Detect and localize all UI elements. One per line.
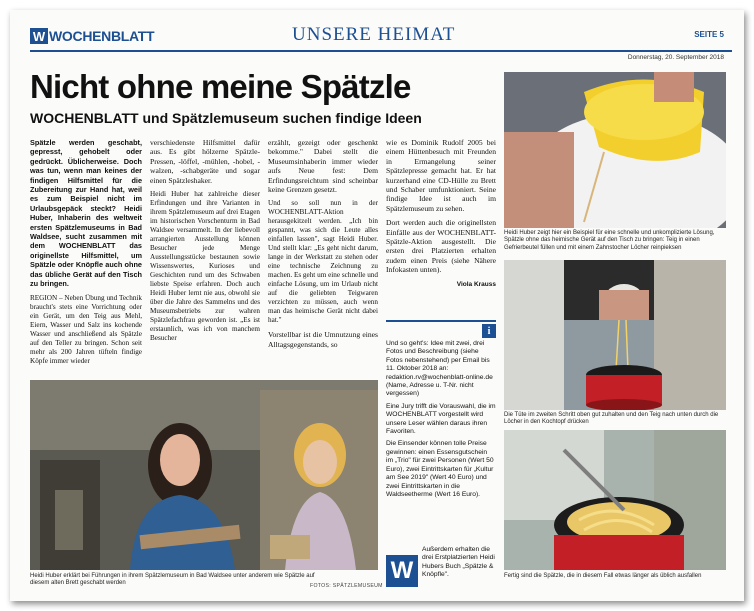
main-photo [30, 380, 378, 570]
photo-spaetzle-pot [504, 430, 726, 570]
info-text-1: Und so geht's: Idee mit zwei, drei Fotos und Beschreibung (siehe Fotos nebenstehend) per Email bis 11. Oktober 2018 an: redaktion.rv@wochenblatt-online.de (Name, Adresse u. T-Nr. nicht vergessen) [386, 340, 493, 398]
photo-caption-3: Fertig sind die Spätzle, die in diesem Fall etwas länger als üblich ausfallen [504, 573, 702, 579]
article-column-4 [386, 138, 496, 294]
info-icon: i [482, 324, 496, 338]
photo-caption-2: Die Tüte im zweiten Schritt oben gut zuhalten und den Teig nach unten durch die Löcher in den Kochtopf drücken [504, 412, 719, 426]
article-column-2 [150, 138, 260, 348]
page-number: SEITE 5 [694, 30, 724, 39]
issue-date: Donnerstag, 20. September 2018 [627, 54, 724, 61]
info-text-3: Die Einsender können tolle Preise gewinnen: einen Essensgutschein im „Trio" für zwei Personen (Wert 50 Euro), zwei Eintrittskarten für „Kultur am See 2019" (Wert 40 Euro) und zwei Eintrittskarten in die Waldseetherme (Wert 16 Euro). [386, 440, 494, 498]
author-signature: Viola Krauss [456, 280, 496, 288]
info-text-2: Eine Jury trifft die Vorauswahl, die im WOCHENBLATT vorgestellt wird unsere Leser wählen daraus ihren Favoriten. [386, 402, 496, 436]
photo-caption-1: Heidi Huber zeigt hier ein Beispiel für eine schnelle und unkomplizierte Lösung, Spätzle ohne das heimische Gerät auf den Tisch zu bringen: Teig in einen Gefrierbeutel füllen und mit einem Zahnstocher Löcher reinpieksen [504, 230, 715, 251]
info-box-header [386, 320, 496, 336]
w-logo-large-icon: W [386, 555, 418, 587]
article-body-3b: Und so soll nun in der WOCHENBLATT-Aktion herausgekitzelt werden. „Ich bin gespannt, was sich die Leute alles einfallen lassen", sagt Heidi Huber. Und stellt klar: „Es geht nicht darum, lange in der Werkstatt zu stehen oder eine technische Zeichnung zu machen. Es geht um eine schnelle und einfache Lösung, um im Urlaub nicht auf die geliebten Teigwaren verzichten zu müssen, auch wenn man das heimische Gerät nicht dabei hat." [268, 199, 378, 325]
main-photo-caption: Heidi Huber erklärt bei Führungen in ihrem Spätzlemuseum in Bad Waldsee unter anderem wie Spätzle auf diesem alten Brett geschabt werden [30, 573, 315, 587]
masthead-rule [30, 50, 732, 52]
wochenblatt-logo [30, 26, 154, 46]
masthead [10, 10, 744, 61]
article-body-1: REGION – Neben Übung und Technik braucht's stets eine Vorrichtung oder ein Gerät, um den Teig aus Mehl, Eiern, Wasser und Salz ins kochende Wasser und anschließend als Spätzle auf den Teller zu bringen. Schon seit mehr als 200 Jahren tüfteln findige Köpfe immer wieder [30, 293, 142, 365]
photo-bag-toothpick [504, 72, 726, 228]
newspaper-page [10, 10, 744, 601]
article-body-4a: wie es Dominik Rudolf 2005 bei einem Hüttenbesuch mit Freunden in Ermangelung seiner Spätzlepresse gemacht hat. Er hat kurzerhand eine CD-Hülle zu Brett und Schaber umfunktioniert. Seine findige Idee ist auch im Spätzlemuseum zu sehen. [386, 138, 496, 213]
article-body-4b: Dort werden auch die originellsten Einfälle aus der WOCHENBLATT-Spätzle-Aktion ausgestellt. Die ersten drei Platzierten erhalten zudem einen Preis (siehe Nähere Infokasten unten). [386, 218, 496, 275]
logo-text: WOCHENBLATT [49, 28, 155, 44]
article-column-3 [268, 138, 378, 354]
headline: Nicht ohne meine Spätzle [30, 68, 411, 105]
w-logo-icon: W [30, 28, 48, 44]
article-body-3c: Vorstellbar ist die Umnutzung eines Alltagsgegenstands, so [268, 330, 378, 349]
article-intro: Spätzle werden geschabt, gepresst, gehobelt oder gedrückt. Üblicherweise. Doch was tun, wenn man keines der findigen Hilfsmittel für die Zubereitung zur Hand hat, weil es zum Beispiel nicht im Urlaubsgepäck steckt? Heidi Huber, Inhaberin des weltweit ersten Spätzlemuseums in Bad Waldsee, sucht zusammen mit dem WOCHENBLATT das originellste Hilfsmittel, um Spätzle oder Knöpfle auch ohne das übliche Gerät auf den Tisch zu bringen. [30, 138, 142, 289]
article-body-2a: verschiedenste Hilfsmittel dafür aus. Es gibt hölzerne Spätzle-Pressen, -löffel, -mühlen, -hobel, -walzen, -schabgeräte und sogar einen Spätzleshaker. [150, 138, 260, 185]
article-column-1 [30, 138, 142, 371]
article-body-3a: erzählt, gezeigt oder geschenkt bekomme." Dabei stellt die Museumsinhaberin immer wieder aufs Neue fest: Dem Erfindungsreichtum sind scheinbar keine Grenzen gesetzt. [268, 138, 378, 195]
info-text-4: Außerdem erhalten die drei Erstplatzierten Heidi Hubers Buch „Spätzle & Knöpfle". [422, 546, 495, 579]
subheadline: WOCHENBLATT und Spätzlemuseum suchen findige Ideen [30, 110, 422, 126]
article-body-2b: Heidi Huber hat zahlreiche dieser Erfindungen und ihre Varianten in ihrem Spätzlemuseum auf drei Etagen im historischen Vorschenturm in Bad Waldsee versammelt. In der liebevoll arrangierten Ausstellung können Besucher jede Menge Ausstellungsstücke bestaunen sowie Wissenswertes, Kurioses und Geschichten rund um des Schwaben liebste Speise erfahren. Doch auch Heidi Huber lernt nie aus, obwohl sie über die Jahre des Sammelns und des Museumsbetriebs zur wahren Spätzlefachfrau geworden ist. „Es ist erstaunlich, was ich von manchem Besucher [150, 190, 260, 343]
section-title: UNSERE HEIMAT [292, 24, 456, 45]
info-box [386, 320, 496, 503]
photo-bag-pressing [504, 260, 726, 410]
photo-credit: FOTOS: SPÄTZLEMUSEUM [310, 583, 383, 589]
